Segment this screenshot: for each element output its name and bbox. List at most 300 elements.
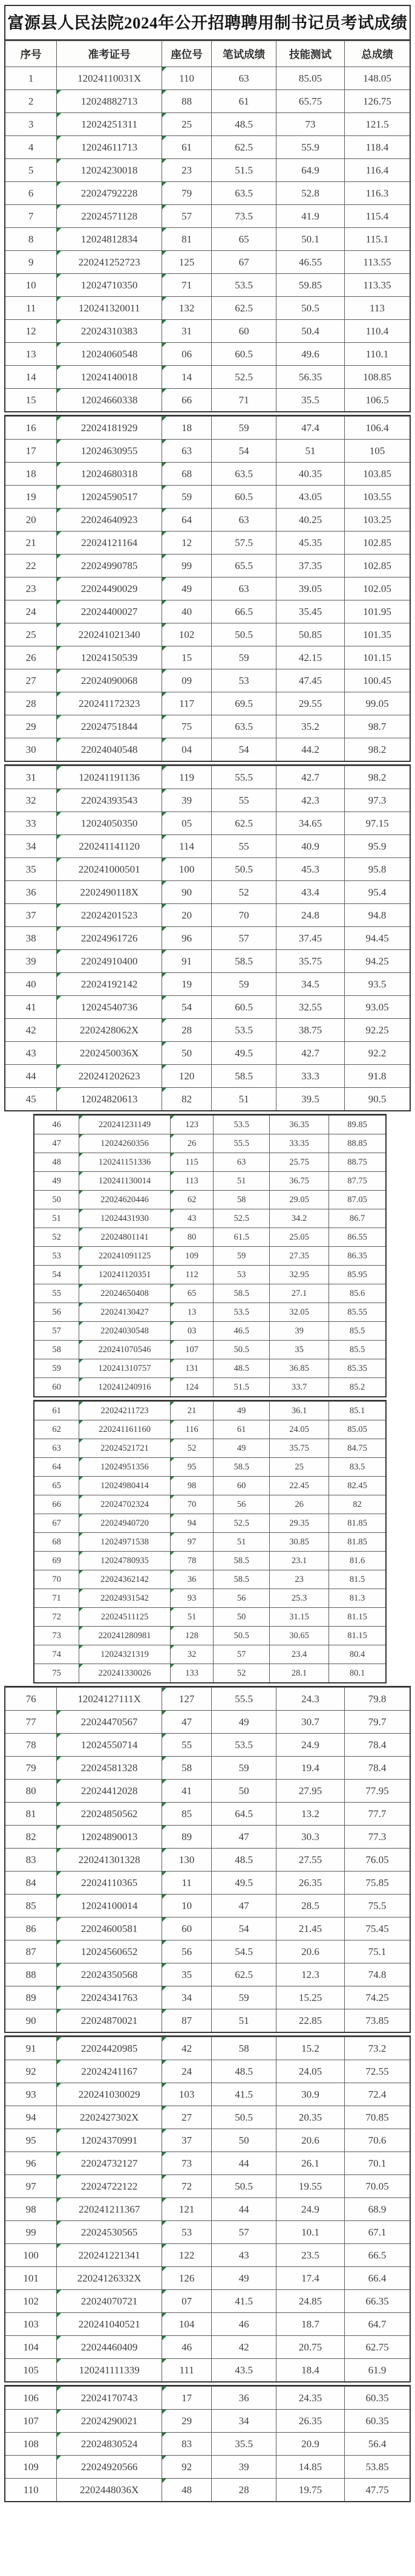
score-table [5,766,410,1110]
skill-score-cell: 39 [270,1322,329,1341]
seat-no-cell: 57 [162,205,212,228]
error-indicator-triangle-icon [79,1589,83,1593]
seat-no-cell: 37 [162,2129,212,2152]
exam-id-cell: 12024540736 [57,996,162,1019]
exam-id-cell: 12024890013 [57,1826,162,1849]
written-score-cell: 53 [214,1266,270,1284]
seat-no-cell: 28 [162,1019,212,1042]
row-no-cell: 104 [5,2336,57,2359]
written-score-cell: 44 [212,2152,276,2175]
total-score-cell: 115.4 [344,205,410,228]
row-no-cell: 86 [5,1917,57,1940]
error-indicator-triangle-icon [79,1303,83,1307]
error-indicator-triangle-icon [162,1065,166,1069]
total-score-cell: 93.05 [344,996,410,1019]
row-no-cell: 32 [5,789,57,812]
total-score-cell: 66.5 [344,2244,410,2267]
seat-no-cell: 59 [162,486,212,509]
seat-no-cell: 90 [162,881,212,904]
total-score-cell: 81.85 [329,1533,385,1552]
written-score-cell: 54 [212,1917,276,1940]
total-score-cell: 76.05 [344,1849,410,1872]
score-table [5,2386,410,2501]
written-score-cell: 62.5 [212,812,276,835]
skill-score-cell: 55.9 [276,136,345,159]
seat-no-cell: 123 [170,1116,213,1134]
total-score-cell: 88.75 [329,1153,385,1172]
exam-id-cell: 12024780935 [79,1552,171,1570]
total-score-cell: 86.35 [329,1247,385,1266]
exam-id-cell: 220241202623 [57,1065,162,1088]
row-no-cell: 89 [5,1986,57,2009]
error-indicator-triangle-icon [162,835,166,839]
total-score-cell: 102.85 [344,555,410,577]
table-row [5,577,410,600]
table-row [34,1439,385,1458]
total-score-cell: 106.4 [344,417,410,440]
written-score-cell: 43.5 [212,2359,276,2382]
error-indicator-triangle-icon [79,1477,83,1480]
written-score-cell: 65 [212,228,276,251]
row-no-cell: 3 [5,113,57,136]
row-no-cell: 105 [5,2359,57,2382]
exam-id-cell: 22024121164 [57,532,162,555]
written-score-cell: 52 [212,881,276,904]
error-indicator-triangle-icon [162,2083,166,2087]
seat-no-cell: 132 [162,297,212,320]
total-score-cell: 60.35 [344,2410,410,2433]
skill-score-cell: 20.9 [276,2433,345,2456]
error-indicator-triangle-icon [162,1688,166,1692]
exam-id-cell: 220241040521 [57,2313,162,2336]
error-indicator-triangle-icon [57,996,61,1000]
written-score-cell: 61 [212,90,276,113]
written-score-cell: 28 [212,2479,276,2502]
skill-score-cell: 36.85 [270,1359,329,1378]
error-indicator-triangle-icon [57,904,61,908]
error-indicator-triangle-icon [79,1552,83,1555]
exam-id-cell: 12024370991 [57,2129,162,2152]
skill-score-cell: 50.5 [276,297,345,320]
row-no-cell: 109 [5,2456,57,2479]
written-score-cell: 36 [212,2387,276,2410]
exam-id-cell: 12024060548 [57,343,162,366]
skill-score-cell: 24.05 [276,2060,345,2083]
row-no-cell: 110 [5,2479,57,2502]
row-no-cell: 72 [34,1608,79,1627]
row-no-cell: 8 [5,228,57,251]
row-no-cell: 100 [5,2244,57,2267]
written-score-cell: 51 [214,1533,270,1552]
seat-no-cell: 27 [162,2106,212,2129]
row-no-cell: 7 [5,205,57,228]
table-row [34,1533,385,1552]
exam-id-cell: 220241252723 [57,251,162,274]
total-score-cell: 82.45 [329,1477,385,1495]
exam-id-cell: 2202490118X [57,881,162,904]
total-score-cell: 86.55 [329,1228,385,1247]
error-indicator-triangle-icon [171,1247,174,1251]
table-row [34,1458,385,1477]
error-indicator-triangle-icon [171,1303,174,1307]
exam-id-cell: 22024211723 [79,1402,171,1420]
total-score-cell: 85.2 [329,1378,385,1397]
header-row [5,41,410,67]
seat-no-cell: 31 [162,320,212,343]
row-no-cell: 64 [34,1458,79,1477]
table-row [34,1359,385,1378]
skill-score-cell: 85.05 [276,67,345,90]
table-row [34,1209,385,1228]
skill-score-cell: 18.4 [276,2359,345,2382]
table-row [5,812,410,835]
seat-no-cell: 64 [162,509,212,532]
exam-id-cell: 12024321319 [79,1645,171,1664]
error-indicator-triangle-icon [171,1514,174,1518]
row-no-cell: 14 [5,366,57,389]
row-no-cell: 69 [34,1552,79,1570]
written-score-cell: 51.5 [212,159,276,182]
exam-id-cell: 22024732127 [57,2152,162,2175]
written-score-cell: 55 [212,835,276,858]
table-row [5,1826,410,1849]
skill-score-cell: 40.25 [276,509,345,532]
seat-no-cell: 53 [162,2221,212,2244]
seat-no-cell: 42 [162,2037,212,2060]
row-no-cell: 65 [34,1477,79,1495]
table-row [5,1986,410,2009]
score-table [34,1115,385,1396]
written-score-cell: 59 [212,973,276,996]
table-row [34,1589,385,1608]
error-indicator-triangle-icon [57,669,61,674]
written-score-cell: 53.5 [212,1019,276,1042]
exam-id-cell: 22024412028 [57,1780,162,1803]
total-score-cell: 148.05 [344,67,410,90]
table-row [34,1172,385,1191]
table-row [5,1803,410,1826]
error-indicator-triangle-icon [57,274,61,278]
table-row [5,2106,410,2129]
seat-no-cell: 49 [162,577,212,600]
row-no-cell: 15 [5,389,57,412]
seat-no-cell: 110 [162,67,212,90]
table-row [5,2336,410,2359]
written-score-cell: 63.5 [212,463,276,486]
error-indicator-triangle-icon [162,2175,166,2179]
written-score-cell: 63 [212,509,276,532]
skill-score-cell: 51 [276,440,345,463]
error-indicator-triangle-icon [57,343,61,347]
seat-no-cell: 104 [162,2313,212,2336]
skill-score-cell: 19.4 [276,1757,345,1780]
written-score-cell: 46 [212,2313,276,2336]
error-indicator-triangle-icon [162,486,166,490]
written-score-cell: 64.5 [212,1803,276,1826]
skill-score-cell: 47.45 [276,669,345,692]
skill-score-cell: 33.3 [276,1065,345,1088]
exam-id-cell: 22024400027 [57,600,162,623]
error-indicator-triangle-icon [162,738,166,743]
skill-score-cell: 41.9 [276,205,345,228]
table-row [5,1088,410,1111]
row-no-cell: 103 [5,2313,57,2336]
total-score-cell: 79.8 [344,1688,410,1711]
skill-score-cell: 25 [270,1458,329,1477]
row-no-cell: 62 [34,1420,79,1439]
seat-no-cell: 04 [162,738,212,761]
total-score-cell: 103.55 [344,486,410,509]
error-indicator-triangle-icon [162,2479,166,2483]
row-no-cell: 31 [5,766,57,789]
seat-no-cell: 80 [170,1228,213,1247]
row-no-cell: 106 [5,2387,57,2410]
skill-score-cell: 30.9 [276,2083,345,2106]
error-indicator-triangle-icon [57,2129,61,2133]
exam-id-cell: 220241070546 [79,1341,171,1359]
row-no-cell: 5 [5,159,57,182]
table-row [34,1664,385,1683]
total-score-cell: 126.75 [344,90,410,113]
error-indicator-triangle-icon [57,950,61,954]
error-indicator-triangle-icon [162,2456,166,2460]
seat-no-cell: 35 [162,1963,212,1986]
row-no-cell: 40 [5,973,57,996]
seat-no-cell: 127 [162,1688,212,1711]
skill-score-cell: 49.6 [276,343,345,366]
table-row [34,1420,385,1439]
table-row [34,1322,385,1341]
skill-score-cell: 26.1 [276,2152,345,2175]
row-no-cell: 53 [34,1247,79,1266]
total-score-cell: 66.4 [344,2267,410,2290]
total-score-cell: 73.2 [344,2037,410,2060]
table-row [5,251,410,274]
table-row [34,1134,385,1153]
written-score-cell: 39 [212,2456,276,2479]
table-row [34,1402,385,1420]
skill-score-cell: 50.4 [276,320,345,343]
skill-score-cell: 65.75 [276,90,345,113]
error-indicator-triangle-icon [171,1341,174,1344]
seat-no-cell: 121 [162,2198,212,2221]
error-indicator-triangle-icon [162,1019,166,1023]
total-score-cell: 98.7 [344,715,410,738]
exam-id-cell: 22024470567 [57,1711,162,1734]
error-indicator-triangle-icon [57,136,61,140]
table-row [5,2129,410,2152]
table-row [5,1917,410,1940]
skill-score-cell: 39.05 [276,577,345,600]
table-row [5,343,410,366]
exam-id-cell: 22024702324 [79,1495,171,1514]
exam-id-cell: 22024940720 [79,1514,171,1533]
column-header-total: 总成绩 [344,41,410,67]
exam-id-cell: 22024931542 [79,1589,171,1608]
error-indicator-triangle-icon [162,2009,166,2014]
error-indicator-triangle-icon [171,1664,174,1668]
written-score-cell: 63.5 [212,182,276,205]
table-row [34,1191,385,1209]
exam-id-cell: 22024920566 [57,2456,162,2479]
seat-no-cell: 75 [162,715,212,738]
table-row [5,440,410,463]
total-score-cell: 47.75 [344,2479,410,2502]
seat-no-cell: 20 [162,904,212,927]
seat-no-cell: 03 [170,1322,213,1341]
written-score-cell: 60 [214,1477,270,1495]
total-score-cell: 116.3 [344,182,410,205]
row-no-cell: 79 [5,1757,57,1780]
table-row [5,1711,410,1734]
skill-score-cell: 29.55 [276,692,345,715]
seat-no-cell: 72 [162,2175,212,2198]
error-indicator-triangle-icon [57,1065,61,1069]
error-indicator-triangle-icon [57,1849,61,1853]
total-score-cell: 77.3 [344,1826,410,1849]
error-indicator-triangle-icon [162,950,166,954]
error-indicator-triangle-icon [79,1228,83,1232]
skill-score-cell: 22.85 [276,2009,345,2032]
error-indicator-triangle-icon [162,2433,166,2437]
exam-id-cell: 12024980414 [79,1477,171,1495]
row-no-cell: 24 [5,600,57,623]
error-indicator-triangle-icon [57,1803,61,1807]
error-indicator-triangle-icon [162,228,166,232]
total-score-cell: 95.8 [344,858,410,881]
total-score-cell: 93.5 [344,973,410,996]
exam-id-cell: 12024230018 [57,159,162,182]
written-score-cell: 60 [212,320,276,343]
table-row [5,205,410,228]
skill-score-cell: 27.55 [276,1849,345,1872]
total-score-cell: 81.85 [329,1514,385,1533]
error-indicator-triangle-icon [79,1266,83,1269]
row-no-cell: 18 [5,463,57,486]
skill-score-cell: 20.6 [276,1940,345,1963]
table-row [5,228,410,251]
exam-id-cell: 2202450036X [57,1042,162,1065]
error-indicator-triangle-icon [57,463,61,467]
table-row [5,996,410,1019]
skill-score-cell: 25.75 [270,1153,329,1172]
skill-score-cell: 42.7 [276,766,345,789]
column-header-id: 准考证号 [57,41,162,67]
error-indicator-triangle-icon [57,1917,61,1922]
total-score-cell: 66.35 [344,2290,410,2313]
written-score-cell: 47 [212,1826,276,1849]
error-indicator-triangle-icon [57,2410,61,2414]
row-no-cell: 34 [5,835,57,858]
total-score-cell: 83.5 [329,1458,385,1477]
row-no-cell: 58 [34,1341,79,1359]
total-score-cell: 115.1 [344,228,410,251]
skill-score-cell: 14.85 [276,2456,345,2479]
seat-no-cell: 24 [162,2060,212,2083]
row-no-cell: 94 [5,2106,57,2129]
skill-score-cell: 12.3 [276,1963,345,1986]
seat-no-cell: 11 [162,1872,212,1895]
error-indicator-triangle-icon [162,1849,166,1853]
skill-score-cell: 45.3 [276,858,345,881]
total-score-cell: 78.4 [344,1757,410,1780]
error-indicator-triangle-icon [162,927,166,931]
written-score-cell: 52.5 [214,1209,270,1228]
error-indicator-triangle-icon [79,1514,83,1518]
exam-id-cell: 22024181929 [57,417,162,440]
total-score-cell: 81.5 [329,1570,385,1589]
error-indicator-triangle-icon [79,1402,83,1405]
error-indicator-triangle-icon [57,835,61,839]
written-score-cell: 50 [214,1608,270,1627]
error-indicator-triangle-icon [57,2433,61,2437]
table-row [5,159,410,182]
error-indicator-triangle-icon [79,1172,83,1176]
written-score-cell: 49.5 [212,1872,276,1895]
row-no-cell: 1 [5,67,57,90]
row-no-cell: 85 [5,1895,57,1917]
error-indicator-triangle-icon [171,1402,174,1405]
error-indicator-triangle-icon [162,555,166,559]
skill-score-cell: 43.05 [276,486,345,509]
error-indicator-triangle-icon [79,1420,83,1424]
exam-id-cell: 22024130427 [79,1303,171,1322]
total-score-cell: 70.6 [344,2129,410,2152]
table-row [5,463,410,486]
error-indicator-triangle-icon [162,1042,166,1046]
total-score-cell: 61.9 [344,2359,410,2382]
written-score-cell: 58 [212,2037,276,2060]
table-row [5,2175,410,2198]
exam-id-cell: 12024660338 [57,389,162,412]
skill-score-cell: 35.45 [276,600,345,623]
skill-score-cell: 36.75 [270,1172,329,1191]
total-score-cell: 102.05 [344,577,410,600]
exam-id-cell: 220241030029 [57,2083,162,2106]
seat-no-cell: 88 [162,90,212,113]
row-no-cell: 98 [5,2198,57,2221]
seat-no-cell: 52 [170,1439,213,1458]
exam-id-cell: 22024511125 [79,1608,171,1627]
table-page-4 [33,1114,387,1397]
seat-no-cell: 70 [170,1495,213,1514]
table-row [5,973,410,996]
written-score-cell: 70 [212,904,276,927]
skill-score-cell: 17.4 [276,2267,345,2290]
written-score-cell: 56 [214,1495,270,1514]
seat-no-cell: 117 [162,692,212,715]
total-score-cell: 102.85 [344,532,410,555]
seat-no-cell: 10 [162,1895,212,1917]
exam-id-cell: 120241240916 [79,1378,171,1397]
row-no-cell: 96 [5,2152,57,2175]
skill-score-cell: 50.1 [276,228,345,251]
written-score-cell: 65.5 [212,555,276,577]
page-title: 富源县人民法院2024年公开招聘聘用制书记员考试成绩 [5,6,410,41]
row-no-cell: 90 [5,2009,57,2032]
exam-id-cell: 22024040548 [57,738,162,761]
error-indicator-triangle-icon [162,1986,166,1991]
exam-id-cell: 2202448036X [57,2479,162,2502]
error-indicator-triangle-icon [79,1439,83,1443]
skill-score-cell: 38.75 [276,1019,345,1042]
error-indicator-triangle-icon [162,2410,166,2414]
exam-id-cell: 12024680318 [57,463,162,486]
total-score-cell: 85.5 [329,1322,385,1341]
total-score-cell: 56.4 [344,2433,410,2456]
exam-id-cell: 120241130014 [79,1172,171,1191]
row-no-cell: 28 [5,692,57,715]
